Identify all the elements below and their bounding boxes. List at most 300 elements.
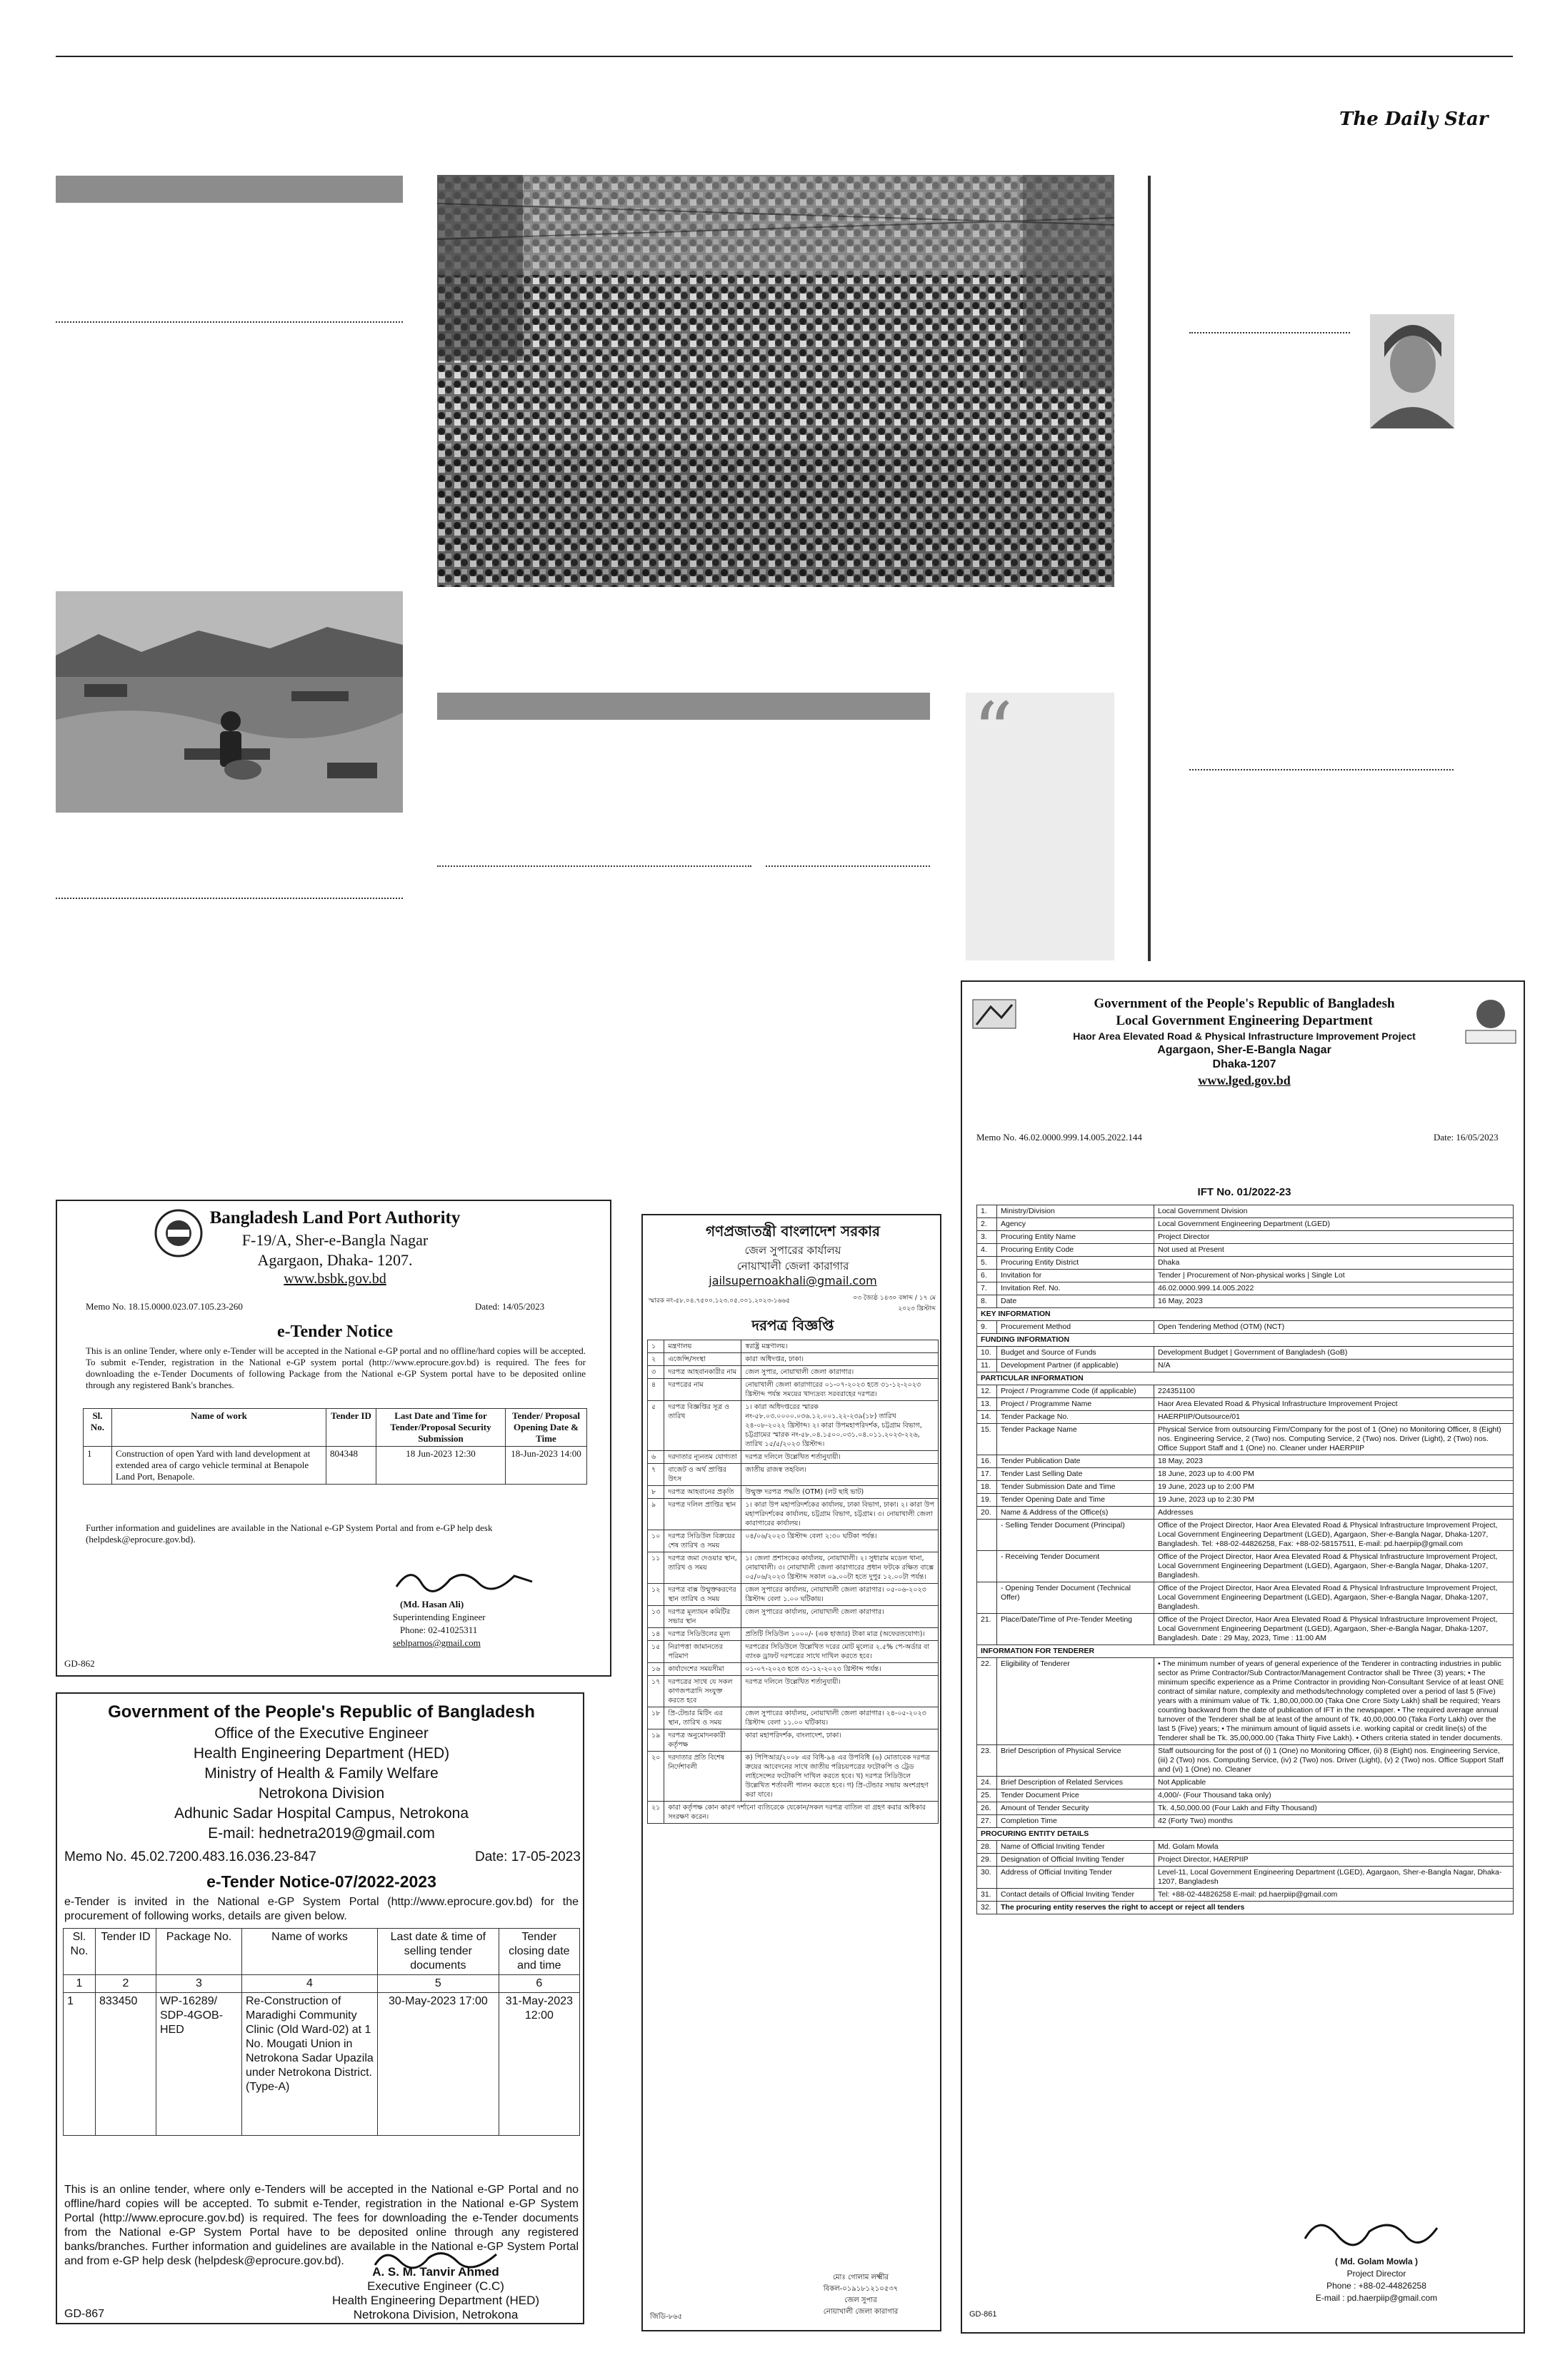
table-cell: ১৬ — [648, 1663, 664, 1676]
table-cell: 7. — [977, 1282, 997, 1295]
table-row — [977, 1828, 1514, 1841]
table-cell: Amount of Tender Security — [997, 1802, 1154, 1815]
table-cell: WP-16289/ SDP-4GOB-HED — [156, 1993, 242, 2136]
table-row — [977, 1889, 1514, 1902]
hed-gd: GD-867 — [64, 2308, 105, 2320]
blpa-intro: This is an online Tender, where only e-Tender will be accepted in the National e-GP portal and no offline/hard copies will be accepted. To submit e-Tender, registration in the National e-GP system portal (http://www.eprocure.gov.bd) is required. The fees for downloading the e-Tender Documents of following Package from the National e-GP System portal have to be deposited online through any registered Bank's branches. — [86, 1345, 586, 1390]
table-cell — [977, 1582, 997, 1614]
jail-tender-ad — [641, 1214, 941, 2331]
table-cell: ৭ — [648, 1464, 664, 1486]
table-cell: দরদাতার প্রতি বিশেষ নির্দেশাবলী — [664, 1752, 741, 1802]
blpa-table-header — [84, 1409, 587, 1447]
table-cell: Project / Programme Code (if applicable) — [997, 1385, 1154, 1398]
table-cell: ১। কারা অধিদপ্তরের স্মারক নং-৫৮.০৩.০০০০.০৩৬.১২.০০১.২২-২৩৯(১৮) তারিখ ২৪-০৮-২০২২ খ্রিস্টাব্দ। ২। কারা উপমহাপরিদর্শক, চট্টগ্রাম বিভাগ, চট্টগ্রামের স্মারক নং-৫৮.০৪.১৫০০.০৩১.০৪.০১১.২০২৩-২২৬, তারিখ ১৫/৫/২০২৩ খ্রিস্টাব্দ। — [741, 1401, 939, 1451]
hed-division: Netrokona Division — [258, 1785, 385, 1802]
table-cell: 27. — [977, 1815, 997, 1828]
hed-title: e-Tender Notice-07/2022-2023 — [206, 1872, 436, 1891]
table-row — [977, 1334, 1514, 1347]
jail-sign3: জেল সুপার — [844, 2296, 877, 2304]
table-row — [977, 1321, 1514, 1334]
table-cell: Tender | Procurement of Non-physical works | Single Lot — [1154, 1270, 1514, 1282]
table-cell: ০১-০৭-২০২৩ হতে ৩১-১২-২০২৩ খ্রিস্টাব্দ পর্যন্ত। — [741, 1663, 939, 1676]
blpa-website-link[interactable]: www.bsbk.gov.bd — [284, 1271, 386, 1287]
blpa-memo: Memo No. 18.15.0000.023.07.105.23-260 — [86, 1301, 243, 1312]
table-cell: দরদাতার ন্যূনতম যোগ্যতা — [664, 1451, 741, 1464]
table-row — [977, 1455, 1514, 1468]
table-row — [648, 1379, 939, 1401]
table-cell: Tel: +88-02-44826258 E-mail: pd.haerpiip@gmail.com — [1154, 1889, 1514, 1902]
table-cell: 32. — [977, 1902, 997, 1914]
table-cell: 22. — [977, 1658, 997, 1745]
table-cell: 11. — [977, 1360, 997, 1372]
table-row — [648, 1451, 939, 1464]
table-cell: কারা কর্তৃপক্ষ কোন কারণ দর্শানো ব্যতিরেকে যেকোন/সকল দরপত্র বাতিল বা গ্রহণ করার অধিকার সংরক্ষণ করেন। — [664, 1802, 939, 1824]
lged-gov: Government of the People's Republic of Bangladesh — [1094, 996, 1395, 1011]
table-cell: ১ — [648, 1340, 664, 1353]
table-cell: 804348 — [326, 1447, 376, 1485]
table-cell: জেল সুপার, নোয়াখালী জেলা কারাগার। — [741, 1366, 939, 1379]
table-row — [977, 1481, 1514, 1494]
table-cell: Tender Last Selling Date — [997, 1468, 1154, 1481]
table-cell — [977, 1520, 997, 1551]
table-cell: দরপত্র জমা দেওয়ার স্থান, তারিখ ও সময় — [664, 1552, 741, 1584]
hed-email[interactable]: E-mail: hednetra2019@gmail.com — [208, 1825, 435, 1842]
blpa-phone: Phone: 02-41025311 — [400, 1625, 478, 1635]
table-cell: 20. — [977, 1507, 997, 1520]
table-cell: নিরাপত্তা জামানতের পরিমাণ — [664, 1641, 741, 1663]
blpa-signer: (Md. Hasan Ali) — [400, 1599, 464, 1610]
table-cell: Eligibility of Tenderer — [997, 1658, 1154, 1745]
jail-gov: গণপ্রজাতন্ত্রী বাংলাদেশ সরকার — [706, 1222, 880, 1240]
table-cell: 24. — [977, 1777, 997, 1789]
table-cell: 6 — [499, 1975, 579, 1993]
table-cell: The procuring entity reserves the right to accept or reject all tenders — [997, 1902, 1514, 1914]
portrait-photo — [1370, 314, 1454, 428]
lged-gd: GD-861 — [969, 2310, 997, 2319]
table-cell: 18-Jun-2023 14:00 — [505, 1447, 586, 1485]
table-cell: ৯ — [648, 1499, 664, 1530]
table-cell: উন্মুক্ত দরপত্র পদ্ধতি (OTM) (লট ছাই ভাট) — [741, 1486, 939, 1499]
table-row — [977, 1468, 1514, 1481]
jail-signer: মোঃ গোলাম লক্ষ্মীর — [832, 2274, 889, 2281]
table-cell: 6. — [977, 1270, 997, 1282]
table-cell: 4,000/- (Four Thousand taka only) — [1154, 1789, 1514, 1802]
right-divider-1 — [1189, 332, 1350, 333]
table-row — [977, 1385, 1514, 1398]
right-divider-2 — [1189, 769, 1454, 770]
section-heading: PARTICULAR INFORMATION — [977, 1372, 1514, 1385]
table-row — [648, 1401, 939, 1451]
table-cell: 12. — [977, 1385, 997, 1398]
table-cell: Re-Construction of Maradighi Community Clinic (Old Ward-02) at 1 No. Mougati Union in Netrokona Sadar Upazila under Netrokona District. (Type-A) — [242, 1993, 378, 2136]
table-cell: দরপত্র মূল্যায়ন কমিটির সভার স্থান — [664, 1606, 741, 1628]
table-cell: ৮ — [648, 1486, 664, 1499]
table-row — [977, 1282, 1514, 1295]
right-column-rule — [1148, 176, 1151, 961]
blpa-signature — [393, 1562, 536, 1597]
table-row — [84, 1447, 587, 1485]
jail-title: দরপত্র বিজ্ঞপ্তি — [751, 1317, 834, 1334]
blpa-addr1: F-19/A, Sher-e-Bangla Nagar — [241, 1231, 429, 1249]
left-section-header — [56, 176, 403, 203]
blpa-table — [83, 1408, 587, 1485]
table-cell: Tk. 4,50,000.00 (Four Lakh and Fifty Thousand) — [1154, 1802, 1514, 1815]
table-cell — [977, 1551, 997, 1582]
table-row — [977, 1902, 1514, 1914]
table-row — [977, 1658, 1514, 1745]
table-cell: Designation of Official Inviting Tender — [997, 1854, 1154, 1867]
table-cell: HAERPIIP/Outsource/01 — [1154, 1411, 1514, 1424]
table-row — [977, 1614, 1514, 1645]
table-cell: কারা অধিদপ্তর, ঢাকা। — [741, 1353, 939, 1366]
table-cell: Procurement Method — [997, 1321, 1154, 1334]
table-row — [977, 1777, 1514, 1789]
table-row — [977, 1231, 1514, 1244]
table-cell: Ministry/Division — [997, 1205, 1154, 1218]
table-row — [977, 1308, 1514, 1321]
table-cell: Tender Document Price — [997, 1789, 1154, 1802]
lged-phone: Phone : +88-02-44826258 — [1326, 2281, 1426, 2291]
table-cell: Staff outsourcing for the post of (i) 1 (One) no Monitoring Officer, (ii) 8 (Eight) nos. Engineering Service, (iii) 2 (Two) nos. Computing Service, (iv) 2 (Two) nos. Driver (Light), (v) 2 (Two) nos. Office Support Staff and (vi) 1 (One) no. Cleaner — [1154, 1745, 1514, 1777]
table-cell: 18 June, 2023 up to 4:00 PM — [1154, 1468, 1514, 1481]
table-cell: 17. — [977, 1468, 997, 1481]
table-cell: Construction of open Yard with land development at extended area of cargo vehicle terminal at Benapole Land Port, Benapole. — [112, 1447, 326, 1485]
table-cell: Md. Golam Mowla — [1154, 1841, 1514, 1854]
table-row — [977, 1507, 1514, 1520]
table-cell: দরপত্র বিজ্ঞপ্তির সূত্র ও তারিখ — [664, 1401, 741, 1451]
left-divider-2 — [56, 898, 403, 899]
table-cell: 14. — [977, 1411, 997, 1424]
table-row — [977, 1295, 1514, 1308]
table-cell: N/A — [1154, 1360, 1514, 1372]
section-heading: FUNDING INFORMATION — [977, 1334, 1514, 1347]
table-cell: জেল সুপারের কার্যালয়, নোয়াখালী জেলা কারাগার। — [741, 1606, 939, 1628]
col-header: Last date & time of selling tender documents — [378, 1929, 499, 1975]
table-cell: 19. — [977, 1494, 997, 1507]
table-cell: ১২ — [648, 1584, 664, 1606]
table-cell: Procuring Entity Code — [997, 1244, 1154, 1257]
table-row — [648, 1676, 939, 1707]
table-cell: 1. — [977, 1205, 997, 1218]
table-cell: 16 May, 2023 — [1154, 1295, 1514, 1308]
table-cell: দরপত্রের সাথে যে সকল কাগজপত্রাদি সংযুক্ত করতে হবে — [664, 1676, 741, 1707]
table-row — [648, 1606, 939, 1628]
hed-tender-ad — [56, 1692, 584, 2324]
table-row — [977, 1582, 1514, 1614]
jail-gd: জিডি-৮৬৫ — [650, 2313, 683, 2321]
center-divider-2 — [766, 865, 930, 867]
table-cell: দরপত্র আহবানের প্রকৃতি — [664, 1486, 741, 1499]
table-cell: Project Director, HAERPIIP — [1154, 1854, 1514, 1867]
table-cell: 4 — [242, 1975, 378, 1993]
hed-gov: Government of the People's Republic of Bangladesh — [108, 1702, 535, 1722]
col-header: Package No. — [156, 1929, 242, 1975]
table-cell: Tender Package Name — [997, 1424, 1154, 1455]
table-cell: ১। কারা উপ মহাপরিদর্শকের কার্যালয়, ঢাকা বিভাগ, ঢাকা। ২। কারা উপ মহাপরিদর্শকের কার্যালয়, চট্টগ্রাম বিভাগ, চট্টগ্রাম। ৩। নোয়াখালী জেলা কারাগারের কার্যালয়। — [741, 1499, 939, 1530]
hed-footer: This is an online tender, where only e-Tenders will be accepted in the National e-GP Portal and no offline/hard copies will be accepted. To submit e-Tender, registration in the National e-GP System Portal (http://www.eprocure.gov.bd) is required. The fees for downloading the e-Tender documents from the National e-GP System Portal have to be deposited online through any registered banks/branches. Further information and guidelines are available in the National e-GP System Portal and from e-GP help desk (helpdesk@eprocure.gov.bd). — [64, 2184, 579, 2267]
table-row — [648, 1552, 939, 1584]
table-cell: দরপত্র দলিলে উল্লেখিত শর্তানুযায়ী। — [741, 1676, 939, 1707]
table-cell: 30-May-2023 17:00 — [378, 1993, 499, 2136]
table-cell: Brief Description of Related Services — [997, 1777, 1154, 1789]
jail-sign4: নোয়াখালী জেলা কারাগার — [823, 2308, 899, 2316]
table-cell: Haor Area Elevated Road & Physical Infrastructure Improvement Project — [1154, 1398, 1514, 1411]
table-cell: Development Partner (if applicable) — [997, 1360, 1154, 1372]
table-cell: দরপত্রের নাম — [664, 1379, 741, 1401]
table-row — [977, 1745, 1514, 1777]
table-row — [977, 1257, 1514, 1270]
col-header: Tender/ Proposal Opening Date & Time — [505, 1409, 586, 1447]
table-row — [977, 1398, 1514, 1411]
table-cell: 15. — [977, 1424, 997, 1455]
table-cell: 1 — [64, 1993, 96, 2136]
table-cell: Office of the Project Director, Haor Area Elevated Road & Physical Infrastructure Improvement Project, Local Government Engineering Department (LGED), Agargaon, Sher-e-Bangla Nagar, Dhaka-1207, Bangladesh. — [1154, 1582, 1514, 1614]
table-cell: Addresses — [1154, 1507, 1514, 1520]
lged-ift: IFT No. 01/2022-23 — [1197, 1186, 1291, 1198]
table-cell: 19 June, 2023 up to 2:30 PM — [1154, 1494, 1514, 1507]
table-cell: 224351100 — [1154, 1385, 1514, 1398]
table-cell: 16. — [977, 1455, 997, 1468]
hed-table — [63, 1928, 580, 2136]
jail-office: জেল সুপারের কার্যালয় — [744, 1244, 841, 1257]
table-cell: Physical Service from outsourcing Firm/Company for the post of 1 (One) no Monitoring Officer, 8 (Eight) nos. Engineering Service, 2 (Two) nos. Computing Service, 2 (Two) nos. Driver (Light), 2 (Two) nos. Office Support Staff and 1 (One) no. Cleaner under HAERPIIP — [1154, 1424, 1514, 1455]
table-cell: Brief Description of Physical Service — [997, 1745, 1154, 1777]
table-row — [977, 1205, 1514, 1218]
table-cell: প্রি-টেন্ডার মিটিং এর স্থান, তারিখ ও সময় — [664, 1707, 741, 1729]
table-cell: দরপত্র সিডিউলের মূল্য — [664, 1628, 741, 1641]
table-cell: Procuring Entity District — [997, 1257, 1154, 1270]
table-cell: Project Director — [1154, 1231, 1514, 1244]
blpa-email-link[interactable]: seblparnos@gmail.com — [393, 1637, 481, 1648]
table-row — [977, 1411, 1514, 1424]
table-cell: Local Government Engineering Department (LGED) — [1154, 1218, 1514, 1231]
table-cell: 26. — [977, 1802, 997, 1815]
table-cell: 29. — [977, 1854, 997, 1867]
lged-email[interactable]: E-mail : pd.haerpiip@gmail.com — [1315, 2293, 1438, 2303]
table-row — [977, 1270, 1514, 1282]
table-row — [977, 1789, 1514, 1802]
masthead-logo: The Daily Star — [1339, 109, 1489, 130]
table-cell: 2 — [96, 1975, 156, 1993]
jail-email-link[interactable]: jailsupernoakhali@gmail.com — [709, 1274, 877, 1287]
jail-table — [647, 1340, 939, 1824]
table-cell: ১১ — [648, 1552, 664, 1584]
table-cell: ১৯ — [648, 1729, 664, 1752]
hed-dept2: Health Engineering Department (HED) — [331, 2294, 540, 2307]
table-cell: Invitation for — [997, 1270, 1154, 1282]
lged-date: Date: 16/05/2023 — [1434, 1132, 1499, 1143]
jail-date: ০৩ জ্যৈষ্ঠ ১৪৩০ বঙ্গাব্দ / ১৭ মে ২০২৩ খ্রিস্টাব্দ — [853, 1295, 936, 1312]
hed-signer: A. S. M. Tanvir Ahmed — [372, 2265, 499, 2279]
table-cell: Contact details of Official Inviting Tender — [997, 1889, 1154, 1902]
hed-campus: Adhunic Sadar Hospital Campus, Netrokona — [174, 1805, 469, 1822]
table-row — [977, 1244, 1514, 1257]
hed-memo: Memo No. 45.02.7200.483.16.036.23-847 — [64, 1849, 316, 1864]
table-cell: 5. — [977, 1257, 997, 1270]
table-row — [977, 1815, 1514, 1828]
table-cell: ২০ — [648, 1752, 664, 1802]
table-row — [648, 1752, 939, 1802]
table-cell: দরপত্র দলিলে উল্লেখিত শর্তানুযায়ী। — [741, 1451, 939, 1464]
table-cell: Place/Date/Time of Pre-Tender Meeting — [997, 1614, 1154, 1645]
hed-office: Office of the Executive Engineer — [214, 1725, 429, 1742]
col-header: Tender ID — [326, 1409, 376, 1447]
table-cell: জেল সুপারের কার্যালয়, নোয়াখালী জেলা কারাগার। ২৪-০৫-২০২৩ খ্রিস্টাব্দ বেলা ১১.০০ ঘটিকায়। — [741, 1707, 939, 1729]
lged-dept: Local Government Engineering Department — [1116, 1013, 1373, 1028]
jail-sign2: বিকল-০১৯১৮১২১০৫৩৭ — [823, 2285, 899, 2293]
table-cell: Office of the Project Director, Haor Area Elevated Road & Physical Infrastructure Improvement Project, Local Government Engineering Department (LGED), Agargaon, Sher-e-Bangla Nagar, Dhaka-1207, Bangladesh. — [1154, 1551, 1514, 1582]
lged-tender-ad — [961, 980, 1525, 2334]
lged-project: Haor Area Elevated Road & Physical Infrastructure Improvement Project — [1073, 1030, 1416, 1042]
table-cell: ২১ — [648, 1802, 664, 1824]
table-cell: 31. — [977, 1889, 997, 1902]
section-heading: INFORMATION FOR TENDERER — [977, 1645, 1514, 1658]
table-cell: ক) পিপিআর/২০০৮ এর বিধি-৯৪ এর উপবিধি (৬) মোতাবেক দরপত্র ক্রয়ের আবেদনের সাথে জাতীয় পরিচয়পত্রের ফটোকপি ও ট্রেড লাইসেন্সের ফটোকপি দাখিল করতে হবে। খ) দরপত্র সিডিউলে উল্লেখিত শর্তাবলী পালন করতে হবে। গ) প্রি-টেন্ডার সভায় অংশগ্রহণ করা যাবে। — [741, 1752, 939, 1802]
table-cell: Development Budget | Government of Bangladesh (GoB) — [1154, 1347, 1514, 1360]
table-cell: 9. — [977, 1321, 997, 1334]
table-row — [977, 1347, 1514, 1360]
table-cell: দরপত্রের সিডিউলে উল্লেখিত দরের মোট মূল্যের ২.৫% পে-অর্ডার বা ব্যাংক ড্রাফট দরপত্রের সাথে দাখিল করতে হবে। — [741, 1641, 939, 1663]
section-heading: PROCURING ENTITY DETAILS — [977, 1828, 1514, 1841]
table-cell: 46.02.0000.999.14.005.2022 — [1154, 1282, 1514, 1295]
quote-mark-icon: “ — [973, 686, 1014, 777]
table-row — [977, 1494, 1514, 1507]
table-cell: Completion Time — [997, 1815, 1154, 1828]
table-cell: - Opening Tender Document (Technical Offer) — [997, 1582, 1154, 1614]
table-cell: Open Tendering Method (OTM) (NCT) — [1154, 1321, 1514, 1334]
lged-signer: ( Md. Golam Mowla ) — [1335, 2256, 1418, 2266]
table-cell: Tender Publication Date — [997, 1455, 1154, 1468]
col-header: Last Date and Time for Tender/Proposal Security Submission — [376, 1409, 506, 1447]
table-cell: Address of Official Inviting Tender — [997, 1867, 1154, 1889]
hed-column-numbers — [64, 1975, 580, 1993]
table-cell: • The minimum number of years of general experience of the Tenderer in contracting industries in public sector as Prime Contractor/Sub Contractor/Management Contractor shall be Three (3) years; • The minimum specific experience as a Prime Contractor in providing Non-Consultant Service of at least ONE contract of similar nature, complexity and methods/technology completed over a period of last 5 (Five) years with a minimum value of Tk. 1,80,00,000.00 (Taka One Crore Sixty Lakh) shall be required; Years counting backward from the date of publication of IFT in the newspaper. • The required average annual turnover of the Tenderer shall be at least of the amount of Tk. 40,00,000.00 (Taka Forty Lakh) over the last 5 (Five) years; • The minimum amount of liquid assets i.e. working capital or credit line(s) of the Tenderer shall be Tk. 35,00,000.00 (Taka Thirty Five Lakh). • Others criteria stated in tender documents. — [1154, 1658, 1514, 1745]
table-cell: Level-11, Local Government Engineering Department (LGED), Agargaon, Sher-e-Bangla Nagar, Dhaka-1207, Bangladesh — [1154, 1867, 1514, 1889]
table-row — [648, 1802, 939, 1824]
table-row — [648, 1584, 939, 1606]
table-row — [977, 1841, 1514, 1854]
table-cell: 3 — [156, 1975, 242, 1993]
lged-memo: Memo No. 46.02.0000.999.14.005.2022.144 — [976, 1132, 1142, 1143]
hed-place: Netrokona Division, Netrokona — [353, 2308, 519, 2321]
table-cell: Project / Programme Name — [997, 1398, 1154, 1411]
hed-designation: Executive Engineer (C.C) — [367, 2279, 504, 2293]
table-cell: কার্যাদেশের সময়সীমা — [664, 1663, 741, 1676]
table-cell: Not Applicable — [1154, 1777, 1514, 1789]
col-header: Name of work — [112, 1409, 326, 1447]
blpa-gd: GD-862 — [64, 1658, 95, 1669]
table-cell: ১০ — [648, 1530, 664, 1552]
table-cell: ৩ — [648, 1366, 664, 1379]
table-cell: 4. — [977, 1244, 997, 1257]
blpa-title: e-Tender Notice — [277, 1322, 393, 1341]
hed-date: Date: 17-05-2023 — [475, 1849, 581, 1864]
lged-city: Dhaka-1207 — [1212, 1058, 1276, 1070]
table-cell: Not used at Present — [1154, 1244, 1514, 1257]
table-cell: Tender Opening Date and Time — [997, 1494, 1154, 1507]
lged-signature — [1298, 2210, 1441, 2253]
jail-place: নোয়াখালী জেলা কারাগার — [736, 1260, 849, 1272]
col-header: Name of works — [242, 1929, 378, 1975]
center-section-header — [437, 693, 930, 720]
table-cell: ০৪/০৬/২০২৩ খ্রিস্টাব্দ বেলা ২:৩০ ঘটিকা পর্যন্ত। — [741, 1530, 939, 1552]
table-cell: দরপত্র সিডিউল বিক্রয়ের শেষ তারিখ ও সময় — [664, 1530, 741, 1552]
lged-table — [976, 1205, 1514, 1914]
table-cell: ১৮ — [648, 1707, 664, 1729]
table-cell: Local Government Division — [1154, 1205, 1514, 1218]
lged-designation: Project Director — [1346, 2269, 1406, 2279]
lged-website-link[interactable]: www.lged.gov.bd — [1198, 1073, 1291, 1088]
table-cell: - Receiving Tender Document — [997, 1551, 1154, 1582]
table-row — [648, 1663, 939, 1676]
table-cell: ১। জেলা প্রশাসকের কার্যালয়, নোয়াখালী। ২। সুধারাম মডেল থানা, নোয়াখালী। ৩। নোয়াখালী জেলা কারাগারের প্রধান ফটকে রক্ষিত বাক্সে ০৫/০৬/২০২৩ খ্রিস্টাব্দ সকাল ০৯.০০টা হতে দুপুর ১২.০০টা পর্যন্ত। — [741, 1552, 939, 1584]
col-header: Tender closing date and time — [499, 1929, 579, 1975]
table-cell: 10. — [977, 1347, 997, 1360]
table-cell: Dhaka — [1154, 1257, 1514, 1270]
table-cell: 19 June, 2023 up to 2:00 PM — [1154, 1481, 1514, 1494]
table-cell: 25. — [977, 1789, 997, 1802]
table-cell: মন্ত্রণালয় — [664, 1340, 741, 1353]
table-row — [648, 1499, 939, 1530]
center-divider-1 — [437, 865, 751, 867]
table-row — [648, 1340, 939, 1353]
table-cell: Tender Submission Date and Time — [997, 1481, 1154, 1494]
table-cell: 13. — [977, 1398, 997, 1411]
table-cell: ১৪ — [648, 1628, 664, 1641]
table-cell: ১৩ — [648, 1606, 664, 1628]
table-cell: জাতীয় রাজস্ব তহবিল। — [741, 1464, 939, 1486]
table-cell: Name of Official Inviting Tender — [997, 1841, 1154, 1854]
jail-memo: স্মারক নং-৫৮.০৪.৭৫০০.১২৩.০৫.০০১.২০২৩-১৬৬৫ — [649, 1297, 791, 1305]
table-row — [977, 1645, 1514, 1658]
blpa-addr2: Agargaon, Dhaka- 1207. — [257, 1251, 413, 1269]
table-row — [977, 1218, 1514, 1231]
blpa-tender-ad — [56, 1200, 611, 1677]
table-cell: Office of the Project Director, Haor Area Elevated Road & Physical Infrastructure Improvement Project, Local Government Engineering Department (LGED), Agargaon, Sher-e-Bangla Nagar, Dhaka-1207, Bangladesh. Tel: +88-02-44826258, Fax: +88-02-58157511, E-mail: pd.haerpiip@gmail.com — [1154, 1520, 1514, 1551]
table-row — [977, 1360, 1514, 1372]
table-row — [977, 1520, 1514, 1551]
section-heading: KEY INFORMATION — [977, 1308, 1514, 1321]
table-cell: প্রতিটি সিডিউল ১০০০/- (এক হাজার) টাকা মাত্র (অফেরতযোগ্য)। — [741, 1628, 939, 1641]
table-cell: 18 Jun-2023 12:30 — [376, 1447, 506, 1485]
table-cell: 1 — [84, 1447, 112, 1485]
col-header: Sl. No. — [64, 1929, 96, 1975]
lged-addr: Agargaon, Sher-E-Bangla Nagar — [1157, 1044, 1331, 1056]
table-cell: 31-May-2023 12:00 — [499, 1993, 579, 2136]
hed-dept: Health Engineering Department (HED) — [193, 1745, 450, 1762]
table-row — [977, 1854, 1514, 1867]
table-cell: Name & Address of the Office(s) — [997, 1507, 1154, 1520]
table-cell: 30. — [977, 1867, 997, 1889]
table-cell: দরপত্র বাক্স উন্মুক্তকরণের স্থান তারিখ ও সময় — [664, 1584, 741, 1606]
table-cell: 28. — [977, 1841, 997, 1854]
table-cell: 18. — [977, 1481, 997, 1494]
table-cell: নোয়াখালী জেলা কারাগারের ০১-০৭-২০২৩ হতে ৩১-১২-২০২৩ খ্রিস্টাব্দ পর্যন্ত সময়ের খাদ্যদ্রব্য সরবরাহের দরপত্র। — [741, 1379, 939, 1401]
pull-quote-box — [966, 686, 1114, 960]
table-cell: Tender Package No. — [997, 1411, 1154, 1424]
blpa-designation: Superintending Engineer — [393, 1612, 486, 1622]
hed-intro: e-Tender is invited in the National e-GP System Portal (http://www.eprocure.gov.bd) for the procurement of following works, details are given below. — [64, 1896, 579, 1922]
table-cell: দরপত্র অনুমোদনকারী কর্তৃপক্ষ — [664, 1729, 741, 1752]
table-row — [648, 1628, 939, 1641]
table-cell: 1 — [64, 1975, 96, 1993]
table-cell: 21. — [977, 1614, 997, 1645]
hed-table-header — [64, 1929, 580, 1975]
table-cell: দরপত্র দলিল প্রাপ্তির স্থান — [664, 1499, 741, 1530]
table-cell: Agency — [997, 1218, 1154, 1231]
table-cell: ২ — [648, 1353, 664, 1366]
table-row — [977, 1372, 1514, 1385]
